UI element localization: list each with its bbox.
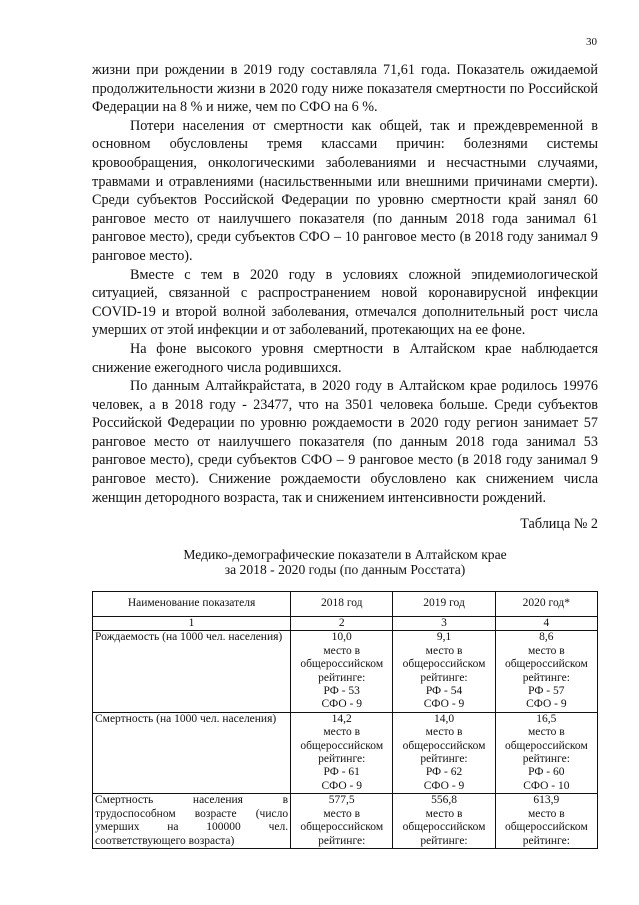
column-number-row (93, 617, 598, 631)
cell-note: место в общероссийском рейтинге: (504, 644, 588, 684)
table-cell (393, 631, 495, 712)
cell-rf-rank: РФ - 60 (528, 766, 565, 779)
column-number: 4 (495, 617, 597, 631)
paragraph: жизни при рождении в 2019 году составляла 71,61 года. Показатель ожидаемой продолжительности жизни в 2020 году ниже показателя смертности по Российской Федерации на 8 % и ниже, чем по СФО на 6 %. (92, 62, 598, 116)
paragraph: По данным Алтайкрайстата, в 2020 году в Алтайском крае родилось 19976 человек, а в 2018 году - 23477, что на 3501 человека больше. Среди субъектов Российской Федерации по уровню рождаемости в 2020 году регион занимает 57 ранговое место от наилучшего показателя (по данным 2018 года занимал 53 ранговое место), среди субъектов СФО – 9 ранговое место (в 2018 году занимал 9 ранговое место). Снижение рождаемости обусловлено как снижением числа женщин детородного возраста, так и снижением интенсивности рождений. (92, 378, 598, 506)
cell-note: место в общероссийском рейтинге: (300, 807, 384, 847)
table-cell (291, 631, 393, 712)
cell-rf-rank: РФ - 57 (528, 685, 565, 698)
column-header: Наименование показателя (93, 592, 291, 617)
table-cell (495, 712, 597, 793)
page-number: 30 (586, 36, 597, 48)
cell-sfo-rank: СФО - 9 (423, 779, 465, 792)
body-text (92, 61, 598, 507)
cell-note: место в общероссийском рейтинге: (402, 807, 486, 847)
cell-note: место в общероссийском рейтинге: (504, 726, 588, 766)
cell-sfo-rank: СФО - 9 (321, 779, 362, 792)
cell-note: место в общероссийском рейтинге: (402, 726, 486, 766)
table-cell (495, 794, 597, 849)
cell-rf-rank: РФ - 61 (323, 766, 360, 779)
cell-value: 14,0 (433, 712, 455, 725)
cell-value: 613,9 (533, 794, 560, 807)
cell-rf-rank: РФ - 54 (425, 685, 463, 698)
column-number: 1 (93, 617, 291, 631)
column-number: 2 (291, 617, 393, 631)
table-title (110, 547, 580, 577)
indicator-name: Рождаемость (на 1000 чел. населения) (93, 631, 291, 712)
table-row (93, 712, 598, 793)
cell-note: место в общероссийском рейтинге: (300, 726, 384, 766)
table-cell (495, 631, 597, 712)
table-row (93, 794, 598, 849)
cell-rf-rank: РФ - 62 (425, 766, 463, 779)
cell-value: 14,2 (331, 712, 352, 725)
cell-value: 10,0 (331, 631, 352, 644)
table-row (93, 631, 598, 712)
cell-value: 556,8 (431, 794, 457, 807)
column-header: 2018 год (291, 592, 393, 617)
table-cell (393, 794, 495, 849)
indicator-name: Смертность населения в трудоспособном возрасте (число умерших на 100000 чел. соответствующего возраста) (93, 794, 291, 849)
cell-rf-rank: РФ - 53 (323, 685, 360, 698)
cell-value: 16,5 (536, 712, 557, 725)
table-title-line: за 2018 - 2020 годы (по данным Росстата) (224, 562, 466, 577)
table-cell (291, 794, 393, 849)
cell-value: 8,6 (539, 631, 554, 644)
cell-value: 9,1 (436, 631, 452, 644)
column-header: 2020 год* (495, 592, 597, 617)
paragraph: Вместе с тем в 2020 году в условиях сложной эпидемиологической ситуацией, связанной с распространением новой коронавирусной инфекции COVID-19 и второй волной заболевания, отмечался дополнительный рост числа умерших от этой инфекции и от заболеваний, протекающих на ее фоне. (92, 266, 598, 339)
table-label: Таблица № 2 (520, 516, 598, 532)
paragraph: Потери населения от смертности как общей, так и преждевременной в основном обусловлены тремя классами причин: болезнями системы кровообращения, онкологическими заболеваниями и несчастными случаями, травмами и отравлениями (насильственными или внешними причинами смерти). Среди субъектов Российской Федерации по уровню смертности край занял 60 ранговое место от наилучшего показателя (по данным 2018 года занимал 61 ранговое место), среди субъектов СФО – 10 ранговое место (в 2018 году занимал 9 ранговое место). (92, 117, 598, 264)
cell-sfo-rank: СФО - 10 (523, 779, 570, 792)
cell-sfo-rank: СФО - 9 (321, 698, 362, 711)
demographic-table (92, 591, 598, 849)
table-header-row (93, 592, 598, 617)
paragraph: На фоне высокого уровня смертности в Алтайском крае наблюдается снижение ежегодного числа родившихся. (92, 340, 598, 376)
cell-sfo-rank: СФО - 9 (423, 698, 465, 711)
table-title-line: Медико-демографические показатели в Алтайском крае (183, 547, 507, 562)
indicator-name: Смертность (на 1000 чел. населения) (93, 712, 291, 793)
cell-note: место в общероссийском рейтинге: (402, 644, 486, 684)
cell-note: место в общероссийском рейтинге: (504, 807, 588, 847)
table-cell (393, 712, 495, 793)
cell-sfo-rank: СФО - 9 (526, 698, 567, 711)
table-cell (291, 712, 393, 793)
column-number: 3 (393, 617, 495, 631)
cell-note: место в общероссийском рейтинге: (300, 644, 384, 684)
cell-value: 577,5 (328, 794, 355, 807)
column-header: 2019 год (393, 592, 495, 617)
